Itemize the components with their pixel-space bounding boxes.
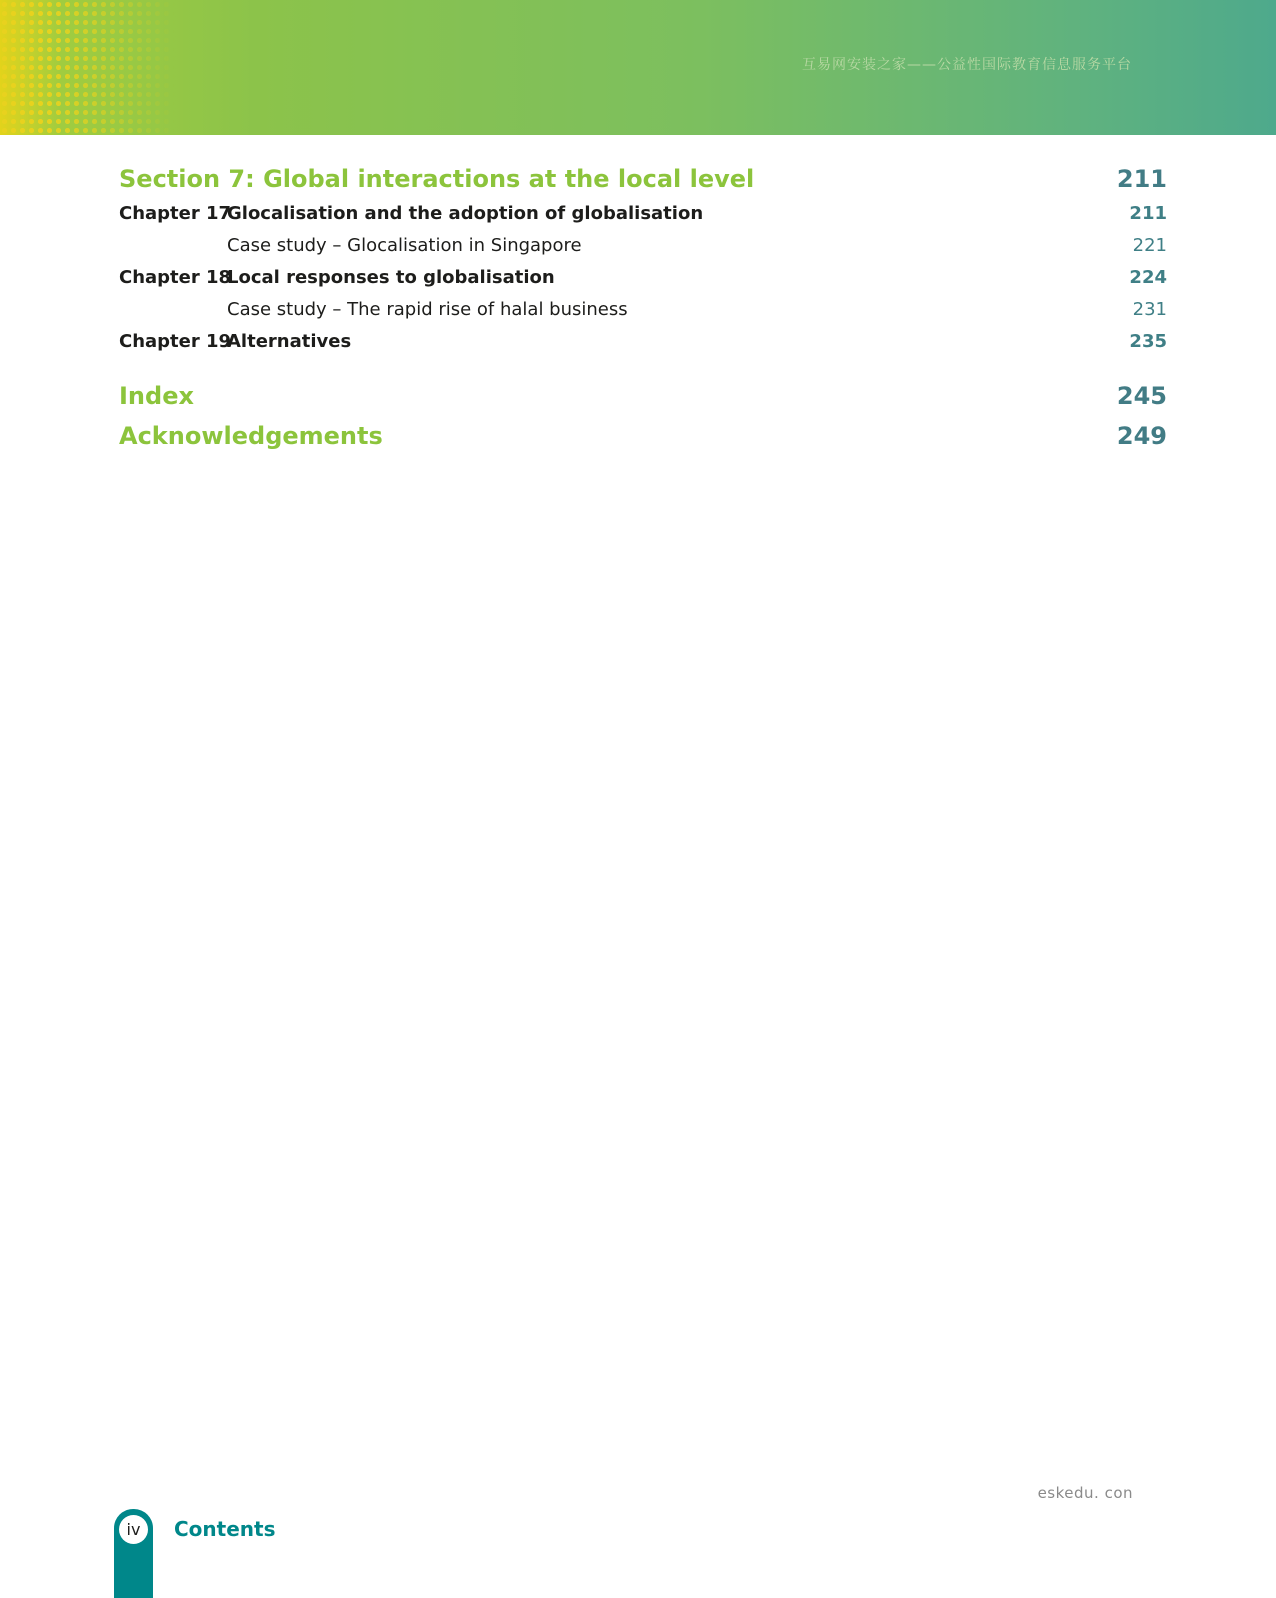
site-watermark: eskedu. con [1037,1484,1133,1502]
chapter-number: Chapter 19 [119,331,232,352]
header-banner [0,0,1276,135]
header-watermark: 互易网安装之家——公益性国际教育信息服务平台 [802,57,1132,73]
toc-section-7[interactable] [119,160,1167,198]
chapter-title: Glocalisation and the adoption of globalisation [227,203,704,224]
toc-acknowledgements[interactable] [119,416,1167,456]
table-of-contents [119,160,1167,456]
case-study-title: Case study – Glocalisation in Singapore [227,235,582,256]
page-number: iv [119,1515,148,1544]
chapter-title: Local responses to globalisation [227,267,555,288]
section-page: 211 [1116,165,1167,193]
chapter-number: Chapter 18 [119,267,232,288]
acknowledgements-title: Acknowledgements [119,422,383,450]
page-tab [114,1509,153,1598]
footer-section-label: Contents [174,1517,276,1541]
chapter-page: 211 [1129,203,1167,224]
chapter-title: Alternatives [227,331,352,352]
chapter-page: 224 [1129,267,1167,288]
toc-case-study-singapore[interactable] [119,230,1167,262]
acknowledgements-page: 249 [1116,422,1167,450]
halftone-pattern [0,0,175,135]
toc-chapter-19[interactable] [119,326,1167,358]
toc-chapter-17[interactable] [119,198,1167,230]
chapter-number: Chapter 17 [119,203,232,224]
toc-chapter-18[interactable] [119,262,1167,294]
index-page: 245 [1116,382,1167,410]
chapter-page: 235 [1129,331,1167,352]
case-study-page: 231 [1132,299,1167,320]
case-study-page: 221 [1132,235,1167,256]
index-title: Index [119,382,194,410]
case-study-title: Case study – The rapid rise of halal business [227,299,628,320]
toc-index[interactable] [119,376,1167,416]
toc-case-study-halal[interactable] [119,294,1167,326]
toc-spacer [119,358,1167,376]
section-title: Section 7: Global interactions at the local level [119,165,755,193]
